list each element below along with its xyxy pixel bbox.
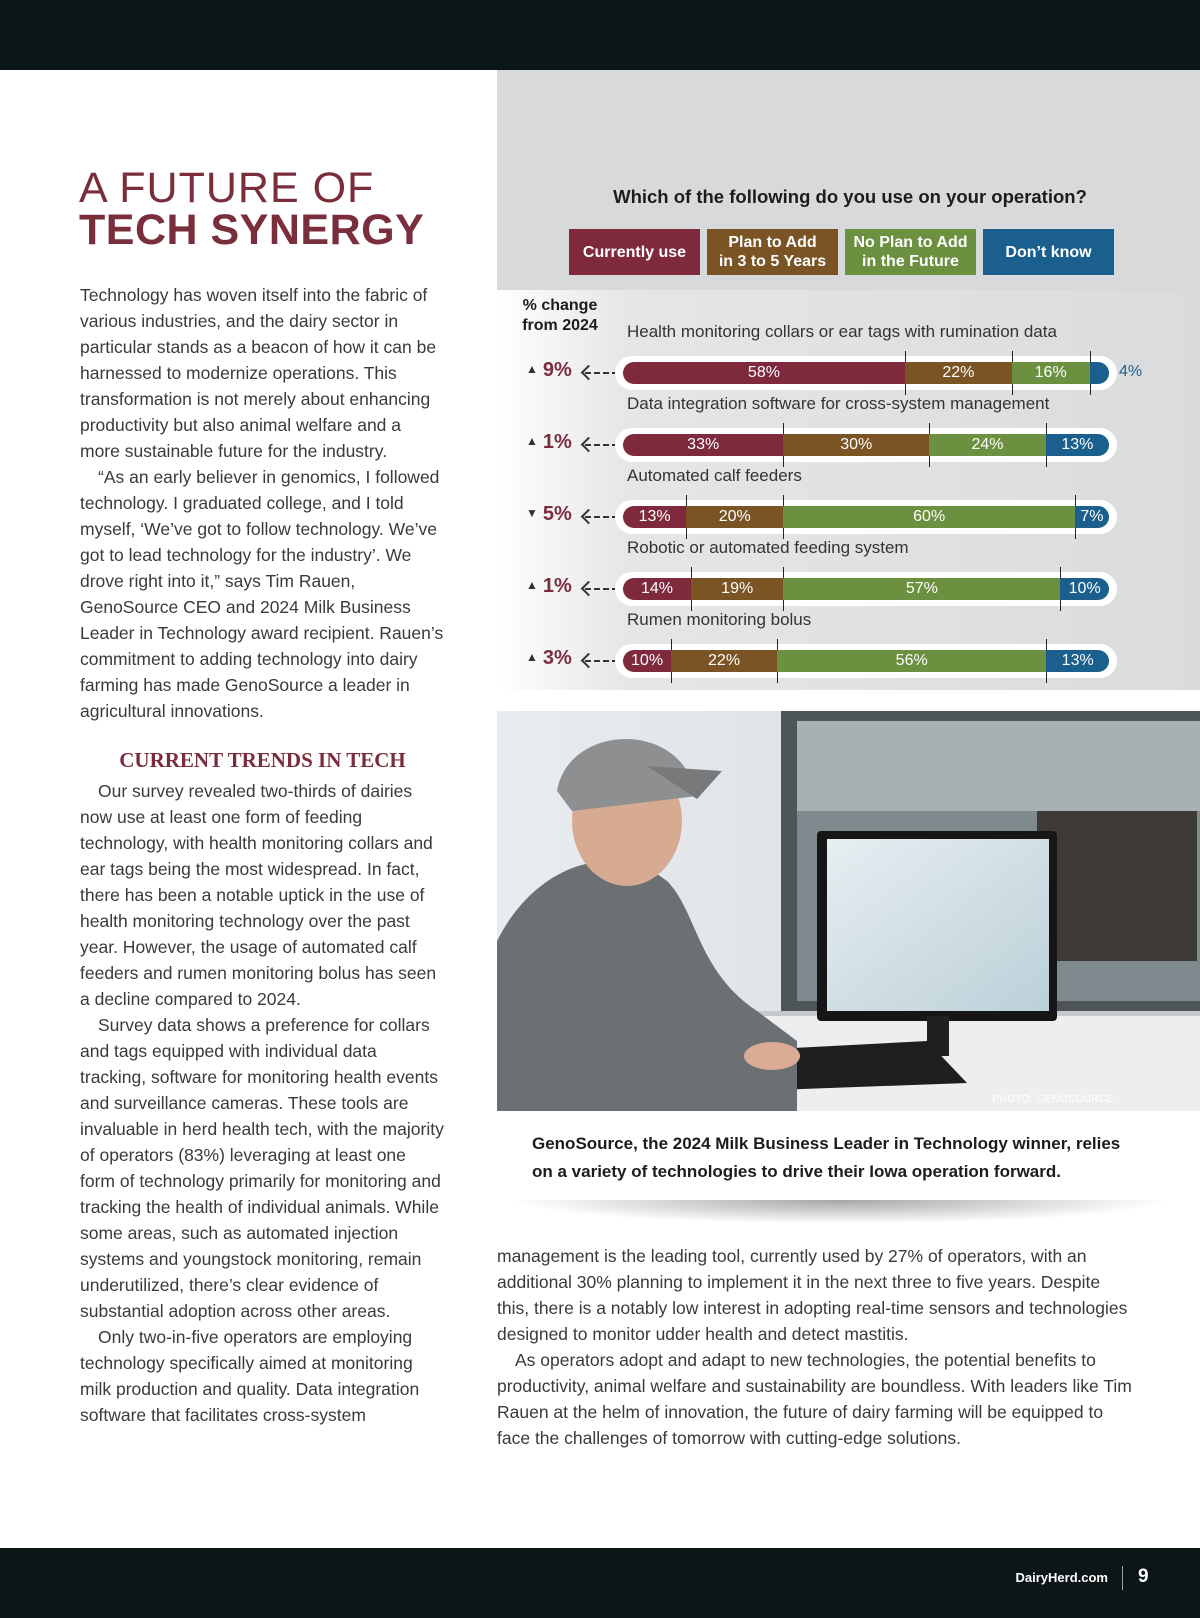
bar-segment-no-plan-to-add-in-the-future: 57% (783, 578, 1060, 600)
chart-row-label: Robotic or automated feeding system (627, 538, 909, 557)
photo-credit: PHOTO: GENOSOURCE (992, 1094, 1114, 1105)
stacked-bar (623, 434, 1109, 456)
change-value: 5% (542, 503, 572, 525)
right-column (497, 1243, 1137, 1451)
bar-segment-currently-use: 10% (623, 650, 671, 672)
trend-paragraph-1: Our survey revealed two-thirds of dairies now use at least one form of feeding technology, with health monitoring collars and ear tags being the most widespread. In fact, there has been a notable uptick in the use of health monitoring technology over the past year. However, the usage of automated calf feeders and rumen monitoring bolus has seen a decline compared to 2024. (80, 781, 437, 1009)
bar-segment-plan-to-add-in-3-to-5-years: 22% (671, 650, 777, 672)
bar-segment-currently-use: 13% (623, 506, 686, 528)
bar-segment-no-plan-to-add-in-the-future: 60% (783, 506, 1075, 528)
bar-segment-currently-use: 14% (623, 578, 691, 600)
chart-title: Which of the following do you use on your operation? (613, 186, 1087, 207)
change-value: 1% (542, 575, 572, 597)
headline-line1: A FUTURE OF (79, 164, 375, 212)
legend-label-line1: No Plan to Add (853, 234, 968, 251)
photo-man-at-computer (497, 711, 1200, 1111)
change-value: 3% (542, 647, 572, 669)
legend-label-line1: Plan to Add (728, 234, 817, 251)
change-indicator (526, 431, 572, 454)
change-header-line2: from 2024 (522, 317, 598, 334)
stacked-bar (623, 578, 1109, 600)
bar-segment-plan-to-add-in-3-to-5-years: 19% (691, 578, 783, 600)
legend-label-line1: Don’t know (1005, 243, 1092, 261)
change-indicator (526, 647, 572, 670)
legend-label-line2: in the Future (862, 253, 959, 270)
trend-paragraph-2: Survey data shows a preference for collars and tags equipped with individual data tracking, software for monitoring health events and surveillance cameras. These tools are invaluable in herd health tech, with the majority of operators (83%) leveraging at least one form of technology primarily for monitoring and tracking the health of individual animals. While some areas, such as automated injection systems and youngstock monitoring, remain underutilized, there’s clear evidence of substantial adoption across other areas. (80, 1015, 444, 1321)
up-arrow-icon: ▲ (526, 650, 538, 664)
change-header (512, 296, 608, 336)
legend-plan-to-add (707, 229, 838, 275)
legend-currently-use (569, 229, 700, 275)
intro-paragraph-1: Technology has woven itself into the fabric of various industries, and the dairy sector in particular stands as a beacon of how it can be harnessed to modernize operations. This transformation is not merely about enhancing productivity but also animal welfare and a more sustainable future for the industry. (80, 285, 437, 461)
bar-segment-don-t-know: 13% (1046, 650, 1109, 672)
up-arrow-icon: ▲ (526, 362, 538, 376)
change-value: 9% (542, 359, 572, 381)
legend-dont-know (983, 229, 1114, 275)
bar-segment-don-t-know: 13% (1046, 434, 1109, 456)
stacked-bar (623, 506, 1109, 528)
footer-site: DairyHerd.com (1015, 1570, 1108, 1585)
footer-separator (1122, 1566, 1123, 1590)
bar-segment-no-plan-to-add-in-the-future: 24% (929, 434, 1046, 456)
bar-segment-plan-to-add-in-3-to-5-years: 22% (905, 362, 1012, 384)
right-paragraph-2: As operators adopt and adapt to new technologies, the potential benefits to productivity, animal welfare and sustainability are boundless. With leaders like Tim Rauen at the helm of innovation, the future of dairy farming will be equipped to face the challenges of tomorrow with cutting-edge solutions. (497, 1350, 1132, 1448)
legend-label-line2: in 3 to 5 Years (718, 253, 827, 270)
up-arrow-icon: ▲ (526, 434, 538, 448)
right-paragraph-1: management is the leading tool, currently used by 27% of operators, with an additional 30% planning to implement it in the next three to five years. Despite this, there is a notably low interest in adopting real-time sensors and technologies designed to monitor udder health and detect mastitis. (497, 1246, 1128, 1344)
page-number: 9 (1138, 1566, 1149, 1587)
stacked-bar (623, 650, 1109, 672)
bar-segment-currently-use: 33% (623, 434, 783, 456)
photo-illustration (497, 711, 1200, 1111)
intro-paragraph-2: “As an early believer in genomics, I followed technology. I graduated college, and I told myself, ‘We’ve got to follow technology. We’ve got to lead technology for the industry’. We drove right into it,” says Tim Rauen, GenoSource CEO and 2024 Milk Business Leader in Technology award recipient. Rauen’s commitment to adding technology into dairy farming has made GenoSource a leader in agricultural innovations. (80, 467, 444, 721)
legend-no-plan (845, 229, 976, 275)
bar-segment-plan-to-add-in-3-to-5-years: 30% (783, 434, 929, 456)
change-value: 1% (542, 431, 572, 453)
headline-line2: TECH SYNERGY (79, 206, 425, 254)
left-column (80, 282, 445, 1428)
chart-row-label: Health monitoring collars or ear tags with rumination data (627, 322, 1057, 341)
change-header-line1: % change (522, 297, 598, 314)
trend-paragraph-3: Only two-in-five operators are employing technology specifically aimed at monitoring milk production and quality. Data integration software that facilitates cross-system (80, 1327, 420, 1425)
photo-caption: GenoSource, the 2024 Milk Business Leader in Technology winner, relies on a variety of technologies to drive their Iowa operation forward. (532, 1134, 1121, 1181)
outside-data-label: 4% (1119, 363, 1143, 380)
chart-row-label: Data integration software for cross-system management (627, 394, 1050, 413)
bar-segment-currently-use: 58% (623, 362, 905, 384)
change-indicator (526, 359, 572, 382)
stacked-bar (623, 362, 1109, 384)
chart-row-label: Rumen monitoring bolus (627, 610, 812, 629)
section-subhead: CURRENT TRENDS IN TECH (119, 748, 406, 772)
up-arrow-icon: ▲ (526, 578, 538, 592)
bar-segment-no-plan-to-add-in-the-future: 16% (1012, 362, 1090, 384)
legend-label-line1: Currently use (582, 243, 687, 261)
down-arrow-icon: ▼ (526, 506, 538, 520)
bar-segment-no-plan-to-add-in-the-future: 56% (777, 650, 1046, 672)
bar-segment-plan-to-add-in-3-to-5-years: 20% (686, 506, 783, 528)
bar-segment-don-t-know: 10% (1060, 578, 1109, 600)
top-bar (0, 0, 1200, 70)
caption-shadow (510, 1200, 1170, 1224)
chart-row-label: Automated calf feeders (627, 466, 802, 485)
change-indicator (526, 575, 572, 598)
bar-segment-don-t-know: 7% (1075, 506, 1109, 528)
change-indicator (526, 503, 572, 526)
